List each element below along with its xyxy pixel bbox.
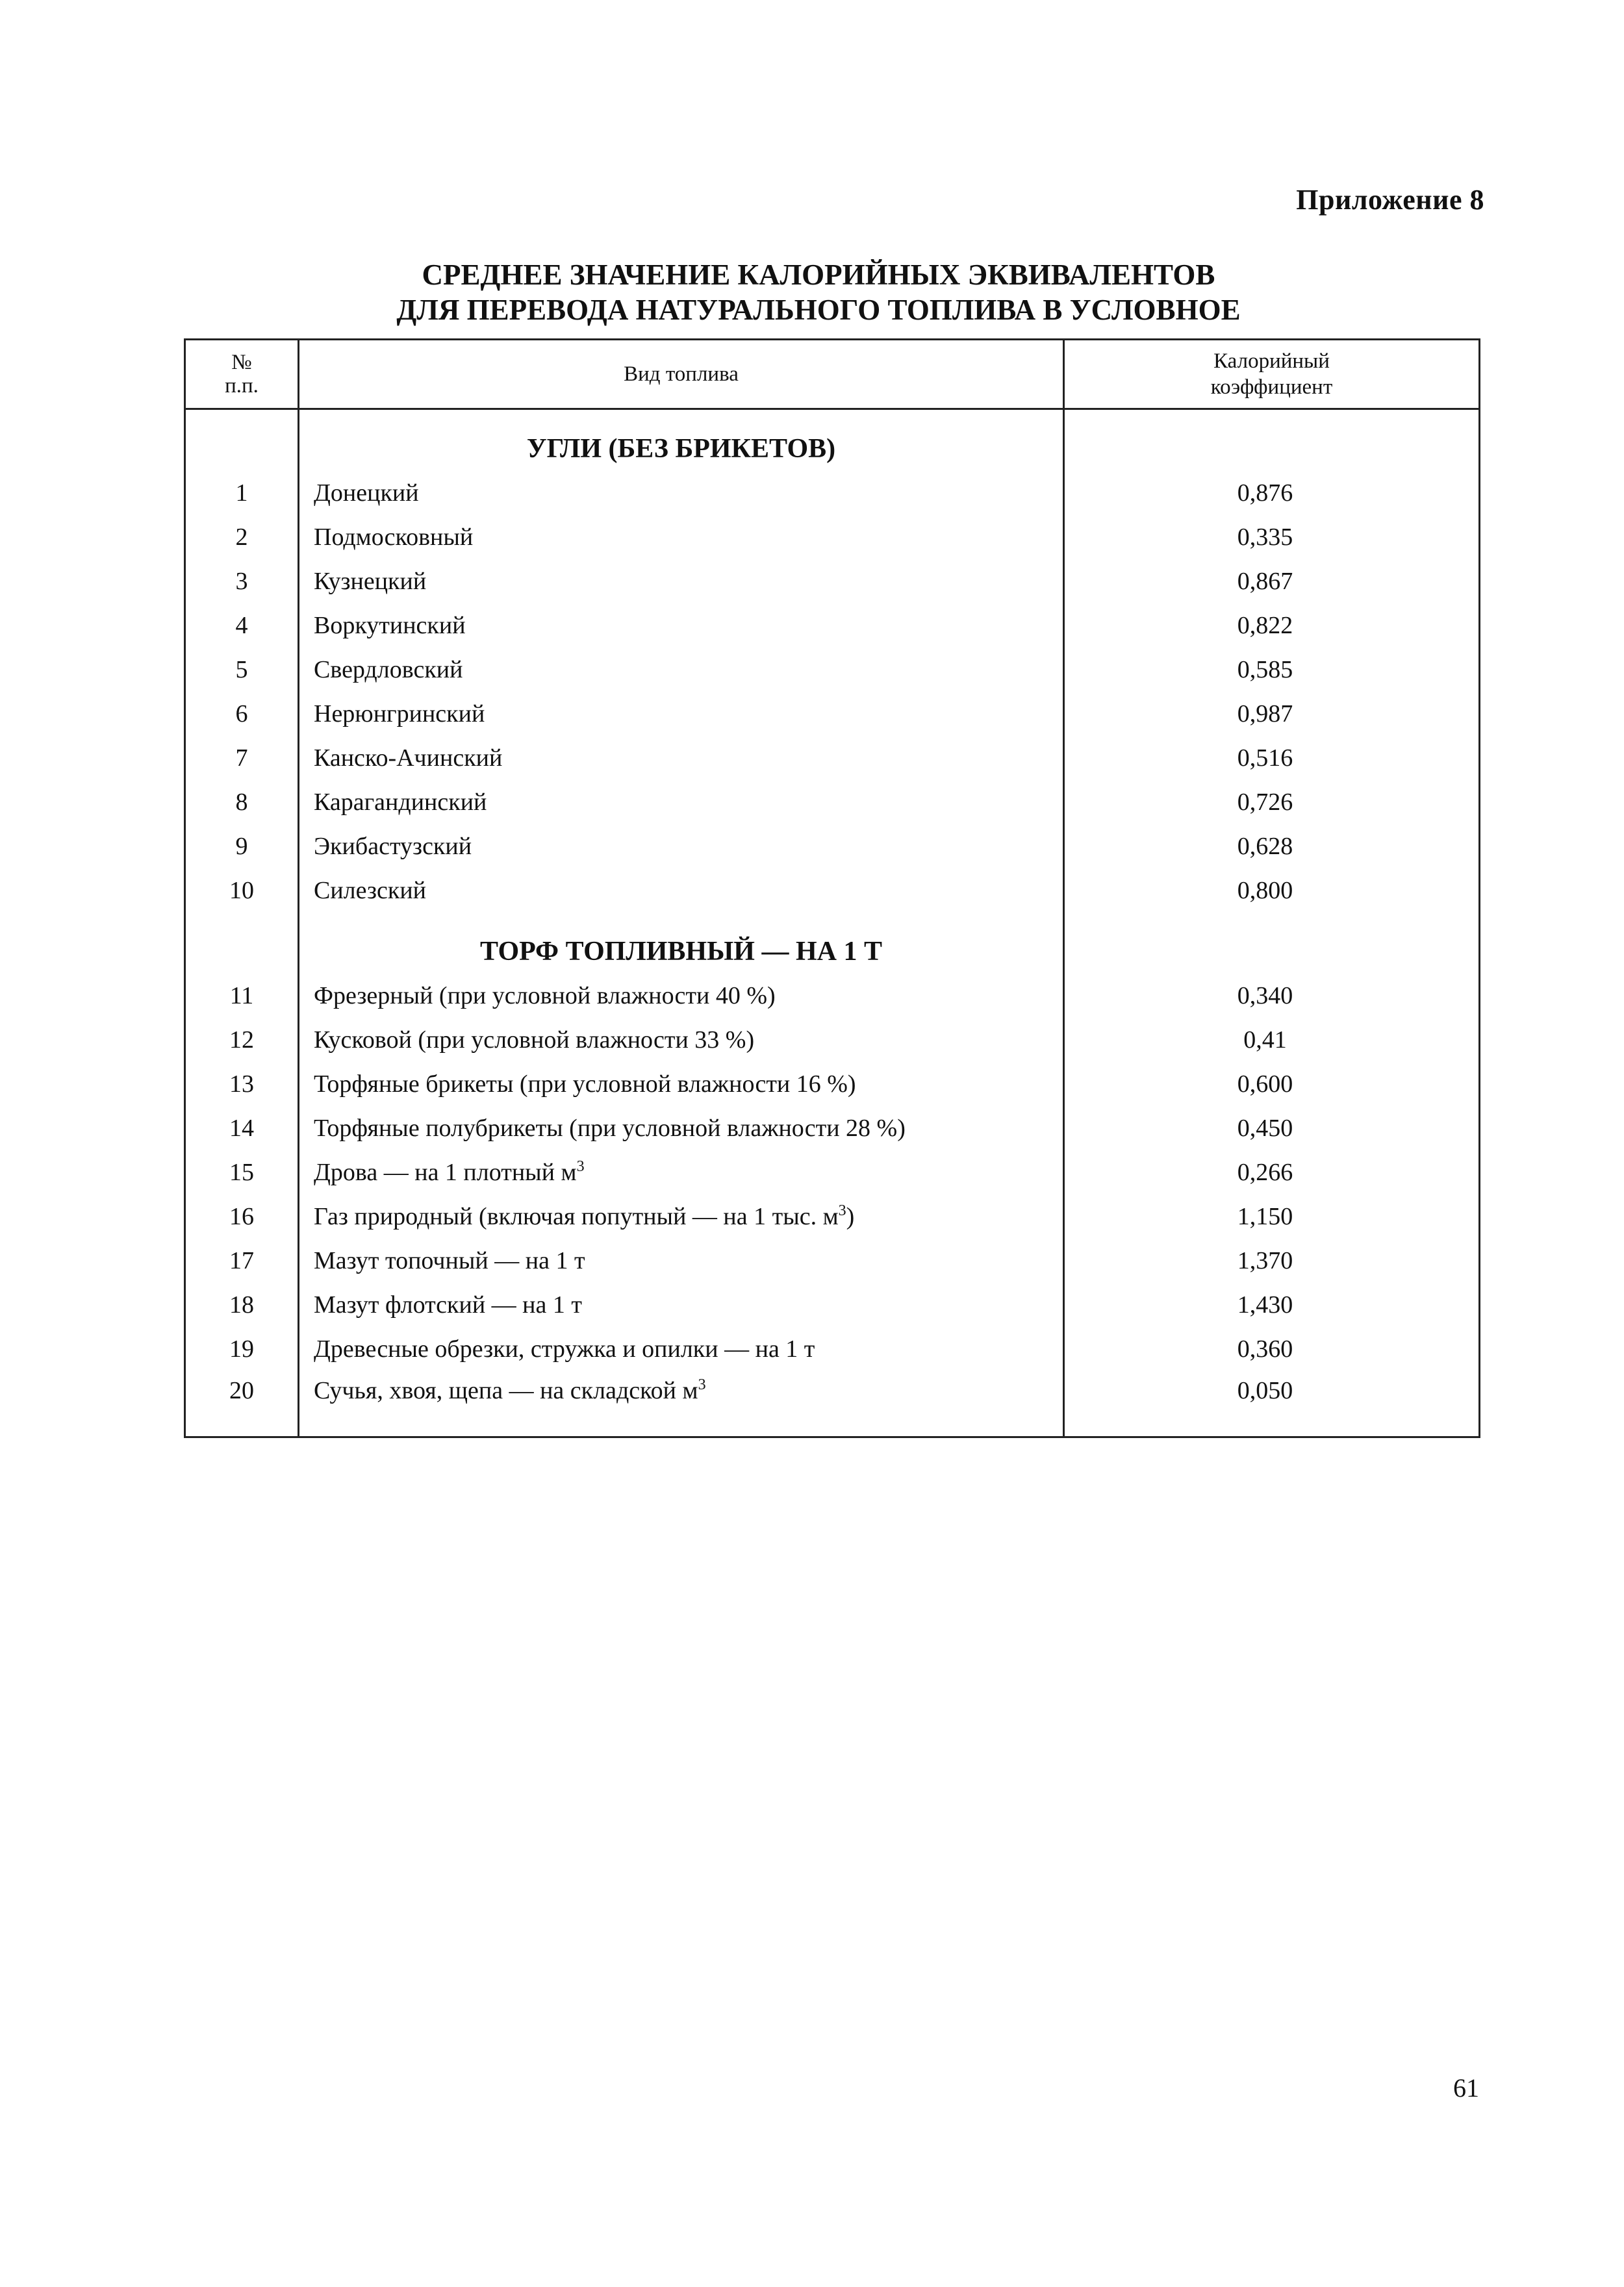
table-row <box>185 736 1480 780</box>
header-coefficient <box>1064 340 1480 409</box>
table-row <box>185 648 1480 692</box>
fuel-name-text: Воркутинский <box>314 612 466 639</box>
table-row <box>185 559 1480 603</box>
table-row <box>185 780 1480 824</box>
appendix-label: Приложение 8 <box>1296 184 1484 216</box>
table-body <box>185 409 1480 1437</box>
fuel-equivalents-table <box>184 338 1480 1438</box>
calorific-coefficient: 0,516 <box>1064 736 1480 780</box>
calorific-coefficient: 0,585 <box>1064 648 1480 692</box>
fuel-name <box>299 603 1064 648</box>
calorific-coefficient: 0,335 <box>1064 515 1480 559</box>
fuel-name-text: Свердловский <box>314 656 463 683</box>
table-row <box>185 1283 1480 1327</box>
calorific-coefficient: 0,800 <box>1064 868 1480 913</box>
row-number: 13 <box>185 1062 299 1106</box>
row-number: 19 <box>185 1327 299 1371</box>
fuel-name-text: Дрова — на 1 плотный м <box>314 1159 577 1186</box>
row-number: 10 <box>185 868 299 913</box>
table-row <box>185 824 1480 868</box>
calorific-coefficient: 0,867 <box>1064 559 1480 603</box>
fuel-name-text: Карагандинский <box>314 789 487 816</box>
fuel-name <box>299 471 1064 515</box>
table-row <box>185 1106 1480 1150</box>
section-cell-empty <box>1064 409 1480 472</box>
fuel-name <box>299 1018 1064 1062</box>
fuel-name <box>299 974 1064 1018</box>
header-coefficient-line-2: коэффициент <box>1210 375 1333 399</box>
calorific-coefficient: 0,340 <box>1064 974 1480 1018</box>
fuel-name <box>299 780 1064 824</box>
fuel-name-text: Донецкий <box>314 479 419 507</box>
fuel-name-text: Подмосковный <box>314 524 474 551</box>
table-row <box>185 603 1480 648</box>
table-row <box>185 1371 1480 1437</box>
fuel-name-text: Экибастузский <box>314 833 472 860</box>
table-row <box>185 974 1480 1018</box>
row-number: 3 <box>185 559 299 603</box>
fuel-name <box>299 1150 1064 1194</box>
table-row <box>185 1062 1480 1106</box>
fuel-name-text: Торфяные брикеты (при условной влажности 16 %) <box>314 1070 856 1098</box>
fuel-name-text: Канско-Ачинский <box>314 744 503 772</box>
fuel-name <box>299 1283 1064 1327</box>
row-number: 4 <box>185 603 299 648</box>
header-number-line-2: п.п. <box>225 374 259 398</box>
row-number: 8 <box>185 780 299 824</box>
table-row <box>185 1239 1480 1283</box>
fuel-name-text: Мазут флотский — на 1 т <box>314 1291 582 1319</box>
header-coefficient-line-1: Калорийный <box>1213 349 1330 373</box>
fuel-name <box>299 1239 1064 1283</box>
unit-superscript: 3 <box>838 1202 846 1219</box>
table-row <box>185 515 1480 559</box>
fuel-name <box>299 559 1064 603</box>
calorific-coefficient: 0,726 <box>1064 780 1480 824</box>
section-row-coal <box>185 409 1480 472</box>
section-heading-peat: ТОРФ ТОПЛИВНЫЙ — НА 1 Т <box>299 913 1064 974</box>
section-row-peat <box>185 913 1480 974</box>
calorific-coefficient: 0,600 <box>1064 1062 1480 1106</box>
section-cell-empty <box>1064 913 1480 974</box>
row-number: 16 <box>185 1194 299 1239</box>
row-number: 15 <box>185 1150 299 1194</box>
fuel-name-text: Силезский <box>314 877 426 904</box>
calorific-coefficient: 0,450 <box>1064 1106 1480 1150</box>
row-number: 11 <box>185 974 299 1018</box>
table-row <box>185 868 1480 913</box>
fuel-name <box>299 868 1064 913</box>
calorific-coefficient: 0,822 <box>1064 603 1480 648</box>
fuel-name <box>299 1371 1064 1437</box>
table-row <box>185 1150 1480 1194</box>
fuel-name <box>299 1062 1064 1106</box>
calorific-coefficient: 0,266 <box>1064 1150 1480 1194</box>
title-line-1: СРЕДНЕЕ ЗНАЧЕНИЕ КАЛОРИЙНЫХ ЭКВИВАЛЕНТОВ <box>422 259 1215 291</box>
table-row <box>185 1327 1480 1371</box>
fuel-name <box>299 648 1064 692</box>
calorific-coefficient: 0,987 <box>1064 692 1480 736</box>
fuel-name-text: Мазут топочный — на 1 т <box>314 1247 585 1274</box>
row-number: 18 <box>185 1283 299 1327</box>
calorific-coefficient: 0,41 <box>1064 1018 1480 1062</box>
fuel-name-text: Древесные обрезки, стружка и опилки — на 1 т <box>314 1335 815 1363</box>
fuel-name <box>299 692 1064 736</box>
row-number: 20 <box>185 1371 299 1437</box>
row-number: 17 <box>185 1239 299 1283</box>
table-row <box>185 692 1480 736</box>
table-row <box>185 1194 1480 1239</box>
section-cell-empty <box>185 913 299 974</box>
fuel-name-text: Нерюнгринский <box>314 700 485 727</box>
row-number: 6 <box>185 692 299 736</box>
page-number: 61 <box>1453 2073 1479 2103</box>
section-heading-coal: УГЛИ (БЕЗ БРИКЕТОВ) <box>299 409 1064 472</box>
row-number: 1 <box>185 471 299 515</box>
row-number: 12 <box>185 1018 299 1062</box>
table-header-row <box>185 340 1480 409</box>
row-number: 9 <box>185 824 299 868</box>
fuel-name <box>299 824 1064 868</box>
row-number: 7 <box>185 736 299 780</box>
calorific-coefficient: 0,360 <box>1064 1327 1480 1371</box>
calorific-coefficient: 1,430 <box>1064 1283 1480 1327</box>
calorific-coefficient: 1,150 <box>1064 1194 1480 1239</box>
fuel-name-text: Сучья, хвоя, щепа — на складской м <box>314 1377 698 1404</box>
fuel-name-text: Кусковой (при условной влажности 33 %) <box>314 1026 755 1054</box>
table-row <box>185 471 1480 515</box>
calorific-coefficient: 0,876 <box>1064 471 1480 515</box>
fuel-name-text: Фрезерный (при условной влажности 40 %) <box>314 982 776 1009</box>
calorific-coefficient: 0,628 <box>1064 824 1480 868</box>
row-number: 5 <box>185 648 299 692</box>
section-cell-empty <box>185 409 299 472</box>
unit-superscript: 3 <box>698 1376 706 1393</box>
header-fuel-type: Вид топлива <box>299 340 1064 409</box>
title-line-2: ДЛЯ ПЕРЕВОДА НАТУРАЛЬНОГО ТОПЛИВА В УСЛОВНОЕ <box>396 294 1241 326</box>
fuel-name <box>299 736 1064 780</box>
page-title <box>182 257 1455 327</box>
header-number <box>185 340 299 409</box>
fuel-name-text: Торфяные полубрикеты (при условной влажности 28 %) <box>314 1115 906 1142</box>
calorific-coefficient: 0,050 <box>1064 1371 1480 1437</box>
fuel-name-text: Кузнецкий <box>314 568 427 595</box>
table-row <box>185 1018 1480 1062</box>
header-number-line-1: № <box>231 351 252 374</box>
fuel-name <box>299 1194 1064 1239</box>
fuel-name-suffix: ) <box>846 1203 855 1230</box>
fuel-name-text: Газ природный (включая попутный — на 1 тыс. м <box>314 1203 839 1230</box>
fuel-name <box>299 1327 1064 1371</box>
calorific-coefficient: 1,370 <box>1064 1239 1480 1283</box>
row-number: 2 <box>185 515 299 559</box>
fuel-name <box>299 515 1064 559</box>
row-number: 14 <box>185 1106 299 1150</box>
unit-superscript: 3 <box>576 1158 585 1175</box>
fuel-name <box>299 1106 1064 1150</box>
